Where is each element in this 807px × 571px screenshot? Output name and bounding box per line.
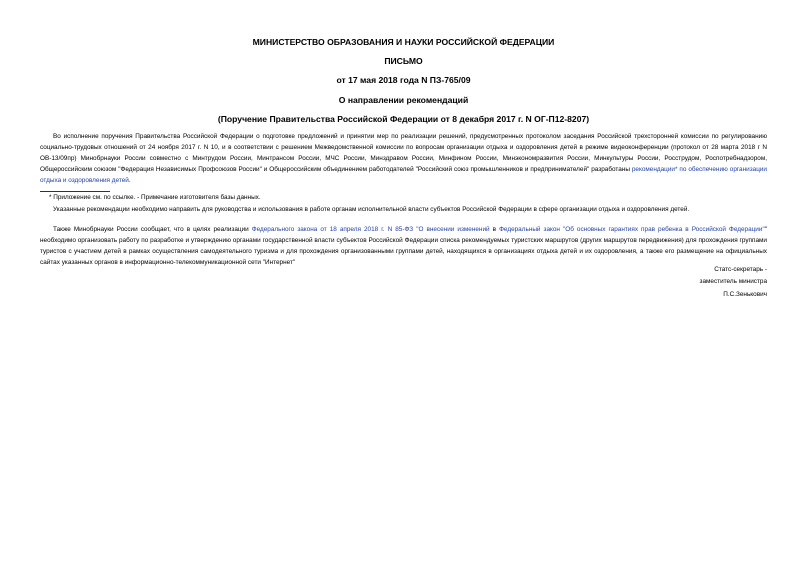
footnote-divider <box>40 191 110 192</box>
paragraph-federal-law-rest: " необходимо организовать работу по разработке и утверждению органами государственной власти субъектов Российской Федерации списка рекомендуемых туристских маршрутов (других маршрутов передвижения) для прохождения группами туристов с участием детей в рамках осуществления самодеятельного туризма и для прохождения организованными группами детей, находящихся в организациях отдыха детей и их оздоровления, а также его размещение на официальных сайтах указанных органов в информационно-телекоммуникационной сети "Интернет" <box>40 226 767 266</box>
ministry-heading: МИНИСТЕРСТВО ОБРАЗОВАНИЯ И НАУКИ РОССИЙСКОЙ ФЕДЕРАЦИИ <box>252 37 555 47</box>
paragraph-federal-law-start: Также Минобрнауки России сообщает, что в целях реализации <box>53 226 252 233</box>
amendments-link[interactable]: "О внесении изменений <box>416 226 490 233</box>
document-type-heading: ПИСЬМО <box>384 56 423 66</box>
signature-name: П.С.Зенькович <box>723 291 767 298</box>
date-number-heading: от 17 мая 2018 года N ПЗ-765/09 <box>336 75 471 85</box>
federal-law-85-link[interactable]: Федерального закона от 18 апреля 2018 г. N 85-ФЗ <box>251 226 414 233</box>
footnote-text: * Приложение см. по ссылке. - Примечание изготовителя базы данных. <box>49 194 261 201</box>
paragraph-main-text: Во исполнение поручения Правительства Российской Федерации о подготовке предложений и принятии мер по реализации решений, предусмотренных протоколом заседания Российской трехсторонней комиссии по регулированию социально-трудовых отношений от 24 ноября 2017 г. N 10, и в соответствии с решением Межведомственной комиссии по вопросам организации отдыха и оздоровления детей в режиме видеоконференции (протокол от 28 марта 2018 г N ОВ-13/09пр) Минобрнауки России совместно с Минтрудом России, Минтрансом России, МЧС России, Минздравом России, Минфином России, Минэкономразвития России, Минкультуры России, Росструдом, Роспотребнадзором, Общероссийским союзом "Федерация Независимых Профсоюзов России" и Общероссийским объединением работодателей "Российский союз промышленников и предпринимателей" разработаны <box>40 133 767 173</box>
instruction-heading: (Поручение Правительства Российской Федерации от 8 декабря 2017 г. N ОГ-П12-8207) <box>217 114 590 124</box>
paragraph-federal-law <box>40 224 767 268</box>
signature-position-line1: Статс-секретарь - <box>714 266 767 273</box>
paragraph-main-end: . <box>128 177 131 184</box>
signature-position-line2: заместитель министра <box>699 278 767 285</box>
subject-heading: О направлении рекомендаций <box>338 95 469 105</box>
recommendations-link[interactable]: рекомендации* по обеспечению организации отдыха и оздоровления детей <box>40 166 767 184</box>
child-rights-law-link[interactable]: Федеральный закон "Об основных гарантиях прав ребенка в Российской Федерации" <box>499 226 765 233</box>
paragraph-main <box>40 131 767 186</box>
paragraph-federal-law-mid: в <box>489 226 500 233</box>
paragraph-instructions: Указанные рекомендации необходимо направить для руководства и использования в работе органам исполнительной власти субъектов Российской Федерации в сфере организации отдыха и оздоровления детей. <box>53 206 690 213</box>
